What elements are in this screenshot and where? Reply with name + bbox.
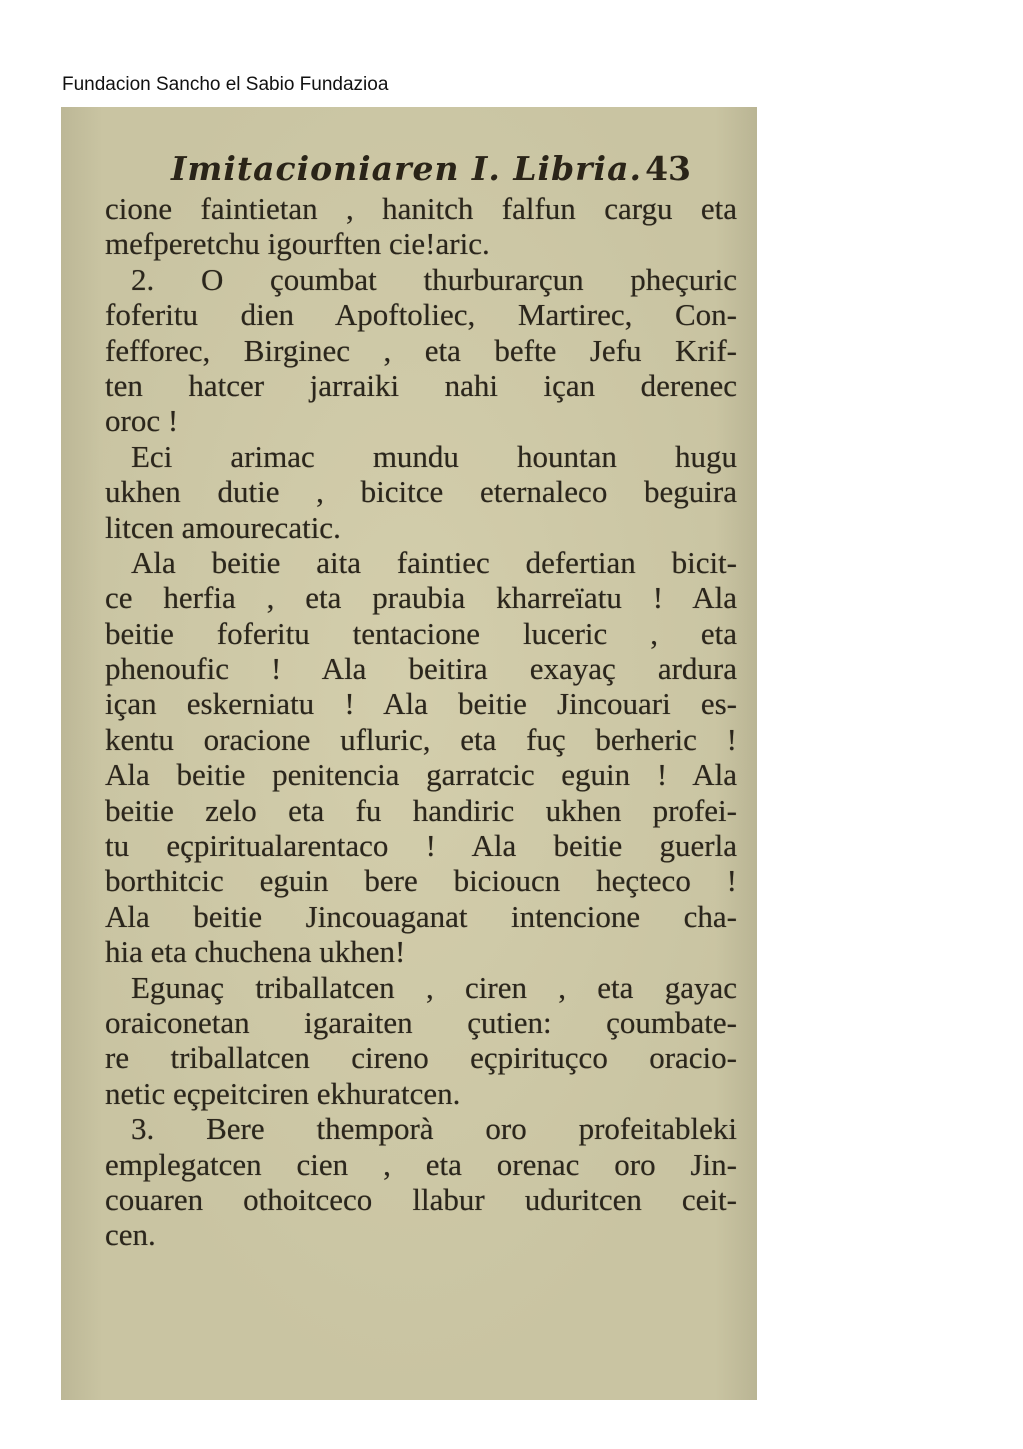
text-line: 3. Bere themporà oro profeitableki <box>131 1111 737 1147</box>
text-line: 2. O çoumbat thurburarçun pheçuric <box>131 261 737 297</box>
text-line: borthitcic eguin bere bicioucn heçteco ! <box>105 863 737 899</box>
text-line: fefforec, Birginec , eta befte Jefu Krif- <box>105 332 737 368</box>
text-line: Ala beitie aita faintiec defertian bicit- <box>131 544 737 580</box>
text-line: phenoufic ! Ala beitira exayaç ardura <box>105 651 737 687</box>
text-line: tu eçpiritualarentaco ! Ala beitie guerla <box>105 828 737 864</box>
text-line: beitie zelo eta fu handiric ukhen profei- <box>105 792 737 828</box>
text-line: netic eçpeitciren ekhuratcen. <box>105 1075 461 1111</box>
text-line: beitie foferitu tentacione luceric , eta <box>105 615 737 651</box>
text-line: içan eskerniatu ! Ala beitie Jincouari es- <box>105 686 737 722</box>
text-line: ce herfia , eta praubia kharreïatu ! Ala <box>105 580 737 616</box>
page-number: 43 <box>645 149 691 188</box>
text-line: Ala beitie penitencia garratcic eguin ! Ala <box>105 757 737 793</box>
watermark-text: Fundacion Sancho el Sabio Fundazioa <box>62 74 389 95</box>
text-line: oroc ! <box>105 403 179 439</box>
text-line: Eci arimac mundu hountan hugu <box>131 438 737 474</box>
text-line: couaren othoitceco llabur uduritcen ceit- <box>105 1181 737 1217</box>
text-line: litcen amourecatic. <box>105 509 341 545</box>
text-line: Egunaç triballatcen , ciren , eta gayac <box>131 969 737 1005</box>
text-line: cione faintietan , hanitch falfun cargu eta <box>105 191 737 226</box>
text-line: oraiconetan igaraiten çutien: çoumbate- <box>105 1004 737 1040</box>
text-line: hia eta chuchena ukhen! <box>105 934 406 970</box>
text-line: Ala beitie Jincouaganat intencione cha- <box>105 898 737 934</box>
text-line: mefperetchu igourften cie!aric. <box>105 226 490 262</box>
text-line: cen. <box>105 1217 156 1253</box>
text-line: re triballatcen cireno eçpirituçco oracio- <box>105 1040 737 1076</box>
body-text <box>105 191 737 1253</box>
text-line: ukhen dutie , bicitce eternaleco beguira <box>105 474 737 510</box>
text-line: foferitu dien Apoftoliec, Martirec, Con- <box>105 297 737 333</box>
text-line: kentu oracione ufluric, eta fuç berheric ! <box>105 721 737 757</box>
text-line: ten hatcer jarraiki nahi içan derenec <box>105 367 737 403</box>
running-title: Imitacioniaren I. Libria. <box>171 149 642 188</box>
scanned-page <box>61 107 757 1400</box>
text-line: emplegatcen cien , eta orenac oro Jin- <box>105 1146 737 1182</box>
